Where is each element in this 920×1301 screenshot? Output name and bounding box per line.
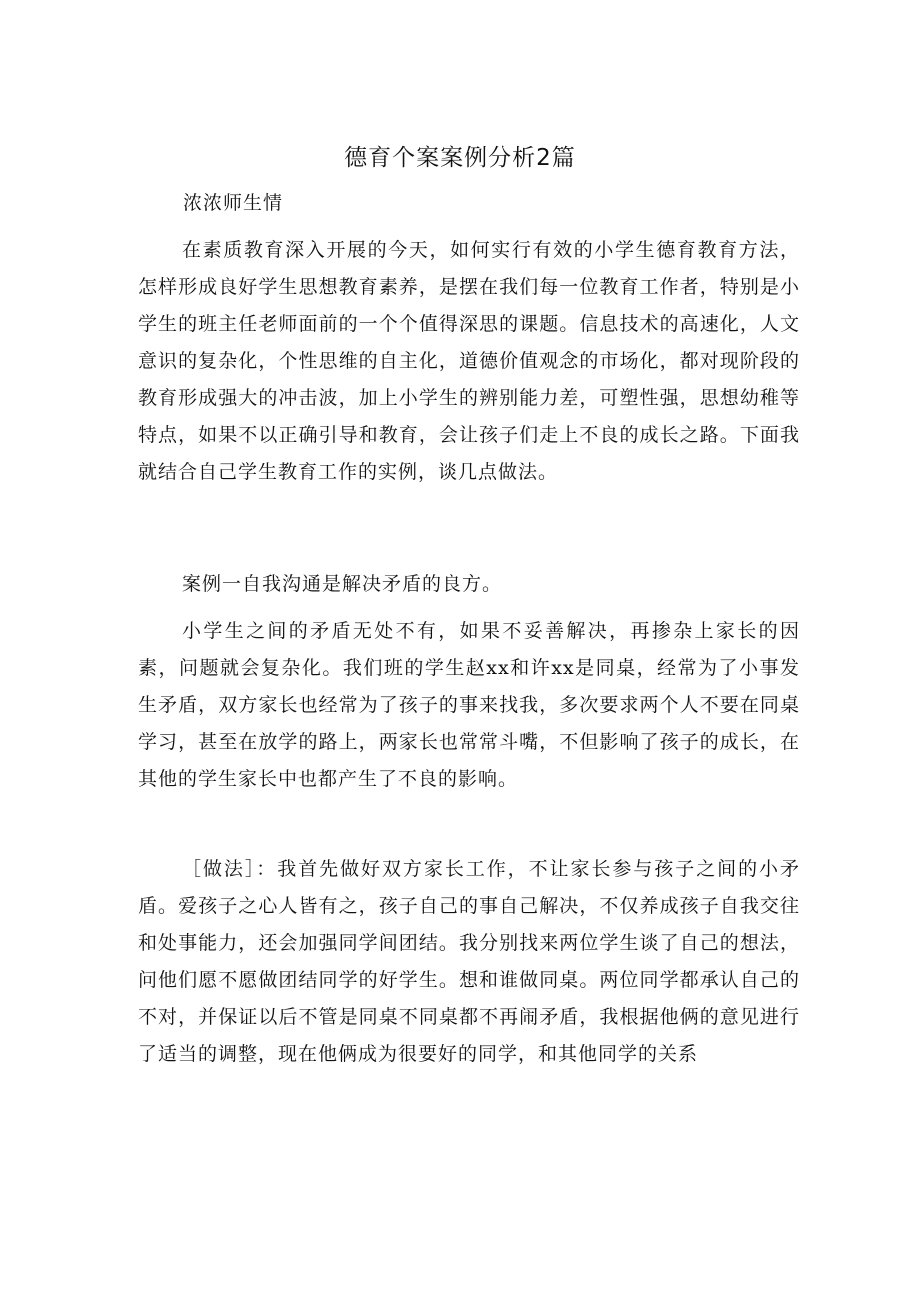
paragraph-case-description: 小学生之间的矛盾无处不有，如果不妥善解决，再掺杂上家长的因素，问题就会复杂化。我们班的学生赵xx和许xx是同桌，经常为了小事发生矛盾，双方家长也经常为了孩子的事来找我，多次要求两个人不要在同桌学习，甚至在放学的路上，两家长也常常斗嘴，不但影响了孩子的成长，在其他的学生家长中也都产生了不良的影响。	[138, 620, 800, 790]
document-subtitle: 浓浓师生情	[183, 192, 284, 214]
paragraph-method: ［做法］：我首先做好双方家长工作，不让家长参与孩子之间的小矛盾。爱孩子之心人皆有之，孩子自己的事自己解决，不仅养成孩子自我交往和处事能力，还会加强同学间团结。我分别找来两位学生谈了自己的想法，问他们愿不愿做团结同学的好学生。想和谁做同桌。两位同学都承认自己的不对，并保证以后不管是同桌不同桌都不再闹矛盾，我根据他俩的意见进行了适当的调整，现在他俩成为很要好的同学，和其他同学的关系	[138, 858, 800, 1065]
document-title: 德育个案案例分析2篇	[344, 145, 576, 171]
paragraph-intro: 在素质教育深入开展的今天，如何实行有效的小学生德育教育方法，怎样形成良好学生思想教育素养，是摆在我们每一位教育工作者，特别是小学生的班主任老师面前的一个个值得深思的课题。信息技术的高速化，人文意识的复杂化，个性思维的自主化，道德价值观念的市场化，都对现阶段的教育形成强大的冲击波，加上小学生的辨别能力差，可塑性强，思想幼稚等特点，如果不以正确引导和教育，会让孩子们走上不良的成长之路。下面我就结合自己学生教育工作的实例，谈几点做法。	[138, 239, 800, 483]
paragraph-case-heading: 案例一自我沟通是解决矛盾的良方。	[182, 573, 503, 595]
